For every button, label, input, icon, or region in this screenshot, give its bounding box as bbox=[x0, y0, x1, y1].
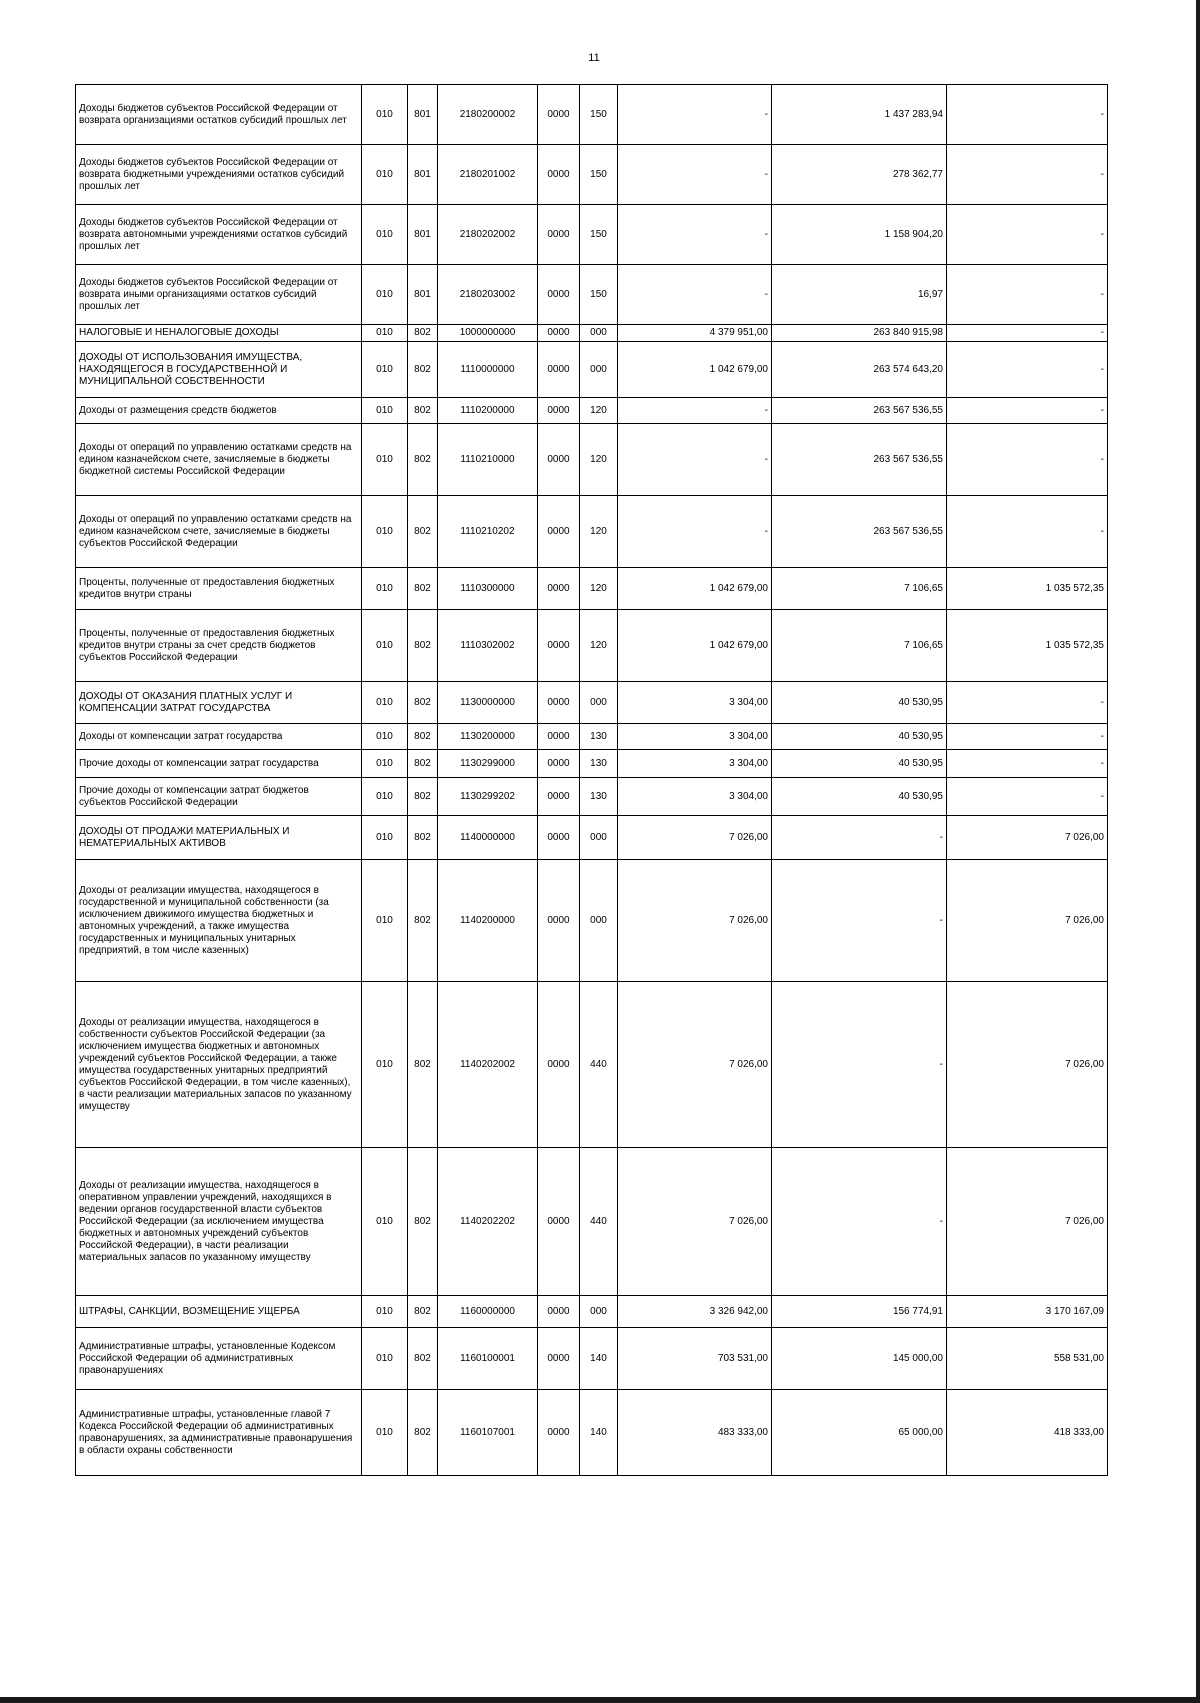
economic-code-cell: 150 bbox=[580, 205, 618, 265]
section-code-cell: 801 bbox=[408, 85, 438, 145]
economic-code-cell: 140 bbox=[580, 1390, 618, 1476]
economic-code-cell: 140 bbox=[580, 1328, 618, 1390]
admin-code-cell: 010 bbox=[362, 265, 408, 325]
revenue-code-cell: 1160000000 bbox=[438, 1296, 538, 1328]
program-code-cell: 0000 bbox=[538, 342, 580, 398]
value-1-cell: - bbox=[618, 85, 772, 145]
value-3-cell: 418 333,00 bbox=[947, 1390, 1108, 1476]
admin-code-cell: 010 bbox=[362, 496, 408, 568]
value-3-cell: 3 170 167,09 bbox=[947, 1296, 1108, 1328]
value-2-cell: 263 567 536,55 bbox=[772, 398, 947, 424]
table-row bbox=[76, 568, 1108, 610]
program-code-cell: 0000 bbox=[538, 325, 580, 342]
revenue-code-cell: 1110210202 bbox=[438, 496, 538, 568]
section-code-cell: 802 bbox=[408, 398, 438, 424]
section-code-cell: 802 bbox=[408, 496, 438, 568]
value-2-cell: - bbox=[772, 1148, 947, 1296]
program-code-cell: 0000 bbox=[538, 85, 580, 145]
section-code-cell: 802 bbox=[408, 816, 438, 860]
admin-code-cell: 010 bbox=[362, 816, 408, 860]
section-code-cell: 802 bbox=[408, 682, 438, 724]
value-1-cell: 483 333,00 bbox=[618, 1390, 772, 1476]
value-2-cell: - bbox=[772, 860, 947, 982]
section-code-cell: 801 bbox=[408, 265, 438, 325]
revenue-name-cell: Доходы бюджетов субъектов Российской Федерации от возврата иными организациями остатков субсидий прошлых лет bbox=[76, 265, 362, 325]
admin-code-cell: 010 bbox=[362, 205, 408, 265]
section-code-cell: 802 bbox=[408, 342, 438, 398]
revenue-code-cell: 1140202002 bbox=[438, 982, 538, 1148]
value-3-cell: 7 026,00 bbox=[947, 1148, 1108, 1296]
revenue-name-cell: ШТРАФЫ, САНКЦИИ, ВОЗМЕЩЕНИЕ УЩЕРБА bbox=[76, 1296, 362, 1328]
program-code-cell: 0000 bbox=[538, 265, 580, 325]
program-code-cell: 0000 bbox=[538, 982, 580, 1148]
value-2-cell: 263 840 915,98 bbox=[772, 325, 947, 342]
revenue-code-cell: 2180202002 bbox=[438, 205, 538, 265]
table-row bbox=[76, 398, 1108, 424]
value-2-cell: 263 567 536,55 bbox=[772, 496, 947, 568]
revenue-name-cell: Доходы от размещения средств бюджетов bbox=[76, 398, 362, 424]
program-code-cell: 0000 bbox=[538, 1296, 580, 1328]
section-code-cell: 802 bbox=[408, 1390, 438, 1476]
program-code-cell: 0000 bbox=[538, 398, 580, 424]
admin-code-cell: 010 bbox=[362, 1328, 408, 1390]
economic-code-cell: 000 bbox=[580, 682, 618, 724]
revenue-code-cell: 2180201002 bbox=[438, 145, 538, 205]
value-3-cell: - bbox=[947, 496, 1108, 568]
revenue-name-cell: Административные штрафы, установленные Кодексом Российской Федерации об административных правонарушениях bbox=[76, 1328, 362, 1390]
table-row bbox=[76, 342, 1108, 398]
section-code-cell: 802 bbox=[408, 860, 438, 982]
section-code-cell: 802 bbox=[408, 325, 438, 342]
table-row bbox=[76, 724, 1108, 750]
revenue-code-cell: 1110302002 bbox=[438, 610, 538, 682]
value-2-cell: 145 000,00 bbox=[772, 1328, 947, 1390]
table-row bbox=[76, 205, 1108, 265]
value-1-cell: 4 379 951,00 bbox=[618, 325, 772, 342]
value-2-cell: 7 106,65 bbox=[772, 610, 947, 682]
section-code-cell: 802 bbox=[408, 610, 438, 682]
value-3-cell: - bbox=[947, 750, 1108, 778]
program-code-cell: 0000 bbox=[538, 145, 580, 205]
table-row bbox=[76, 1328, 1108, 1390]
table-row bbox=[76, 778, 1108, 816]
program-code-cell: 0000 bbox=[538, 1390, 580, 1476]
program-code-cell: 0000 bbox=[538, 724, 580, 750]
program-code-cell: 0000 bbox=[538, 205, 580, 265]
value-1-cell: 7 026,00 bbox=[618, 816, 772, 860]
revenue-name-cell: ДОХОДЫ ОТ ПРОДАЖИ МАТЕРИАЛЬНЫХ И НЕМАТЕРИАЛЬНЫХ АКТИВОВ bbox=[76, 816, 362, 860]
scan-edge-right bbox=[1196, 0, 1200, 1703]
revenue-code-cell: 1160100001 bbox=[438, 1328, 538, 1390]
value-2-cell: - bbox=[772, 816, 947, 860]
table-row bbox=[76, 145, 1108, 205]
value-2-cell: 263 567 536,55 bbox=[772, 424, 947, 496]
section-code-cell: 802 bbox=[408, 982, 438, 1148]
economic-code-cell: 120 bbox=[580, 496, 618, 568]
program-code-cell: 0000 bbox=[538, 610, 580, 682]
value-1-cell: 3 304,00 bbox=[618, 724, 772, 750]
value-1-cell: - bbox=[618, 205, 772, 265]
admin-code-cell: 010 bbox=[362, 85, 408, 145]
table-row bbox=[76, 265, 1108, 325]
admin-code-cell: 010 bbox=[362, 1390, 408, 1476]
admin-code-cell: 010 bbox=[362, 1296, 408, 1328]
section-code-cell: 802 bbox=[408, 1328, 438, 1390]
program-code-cell: 0000 bbox=[538, 568, 580, 610]
admin-code-cell: 010 bbox=[362, 724, 408, 750]
program-code-cell: 0000 bbox=[538, 1148, 580, 1296]
value-2-cell: 278 362,77 bbox=[772, 145, 947, 205]
section-code-cell: 802 bbox=[408, 424, 438, 496]
revenue-code-cell: 1140202202 bbox=[438, 1148, 538, 1296]
program-code-cell: 0000 bbox=[538, 816, 580, 860]
value-3-cell: 558 531,00 bbox=[947, 1328, 1108, 1390]
revenue-name-cell: Проценты, полученные от предоставления бюджетных кредитов внутри страны за счет средств бюджетов субъектов Российской Федерации bbox=[76, 610, 362, 682]
value-3-cell: - bbox=[947, 424, 1108, 496]
value-1-cell: 1 042 679,00 bbox=[618, 610, 772, 682]
economic-code-cell: 150 bbox=[580, 265, 618, 325]
admin-code-cell: 010 bbox=[362, 750, 408, 778]
revenue-name-cell: Доходы бюджетов субъектов Российской Федерации от возврата автономными учреждениями остатков субсидий прошлых лет bbox=[76, 205, 362, 265]
table-row bbox=[76, 750, 1108, 778]
revenue-code-cell: 1160107001 bbox=[438, 1390, 538, 1476]
program-code-cell: 0000 bbox=[538, 778, 580, 816]
table-row bbox=[76, 1148, 1108, 1296]
table-row bbox=[76, 610, 1108, 682]
section-code-cell: 802 bbox=[408, 778, 438, 816]
value-2-cell: 156 774,91 bbox=[772, 1296, 947, 1328]
revenue-code-cell: 1130299000 bbox=[438, 750, 538, 778]
revenue-name-cell: ДОХОДЫ ОТ ИСПОЛЬЗОВАНИЯ ИМУЩЕСТВА, НАХОДЯЩЕГОСЯ В ГОСУДАРСТВЕННОЙ И МУНИЦИПАЛЬНОЙ СОБСТВЕННОСТИ bbox=[76, 342, 362, 398]
value-3-cell: 7 026,00 bbox=[947, 860, 1108, 982]
value-3-cell: - bbox=[947, 724, 1108, 750]
scan-edge-bottom bbox=[0, 1697, 1200, 1703]
section-code-cell: 801 bbox=[408, 205, 438, 265]
admin-code-cell: 010 bbox=[362, 682, 408, 724]
economic-code-cell: 000 bbox=[580, 816, 618, 860]
section-code-cell: 801 bbox=[408, 145, 438, 205]
economic-code-cell: 130 bbox=[580, 724, 618, 750]
section-code-cell: 802 bbox=[408, 1296, 438, 1328]
admin-code-cell: 010 bbox=[362, 778, 408, 816]
revenue-code-cell: 1130000000 bbox=[438, 682, 538, 724]
value-3-cell: - bbox=[947, 145, 1108, 205]
revenue-name-cell: Доходы от реализации имущества, находящегося в оперативном управлении учреждений, находящихся в ведении органов государственной власти субъектов Российской Федерации (за исключением имущества бюджетных и автономных учреждений субъектов Российской Федерации), в части реализации материальных запасов по указанному имуществу bbox=[76, 1148, 362, 1296]
value-1-cell: 7 026,00 bbox=[618, 1148, 772, 1296]
value-2-cell: 1 158 904,20 bbox=[772, 205, 947, 265]
program-code-cell: 0000 bbox=[538, 496, 580, 568]
table-row bbox=[76, 496, 1108, 568]
revenue-code-cell: 1000000000 bbox=[438, 325, 538, 342]
program-code-cell: 0000 bbox=[538, 750, 580, 778]
value-2-cell: 16,97 bbox=[772, 265, 947, 325]
value-2-cell: - bbox=[772, 982, 947, 1148]
revenue-code-cell: 1140000000 bbox=[438, 816, 538, 860]
economic-code-cell: 130 bbox=[580, 750, 618, 778]
value-3-cell: - bbox=[947, 85, 1108, 145]
revenue-code-cell: 1110210000 bbox=[438, 424, 538, 496]
program-code-cell: 0000 bbox=[538, 1328, 580, 1390]
revenue-name-cell: Доходы бюджетов субъектов Российской Федерации от возврата организациями остатков субсидий прошлых лет bbox=[76, 85, 362, 145]
revenue-name-cell: Доходы бюджетов субъектов Российской Федерации от возврата бюджетными учреждениями остатков субсидий прошлых лет bbox=[76, 145, 362, 205]
admin-code-cell: 010 bbox=[362, 145, 408, 205]
value-3-cell: - bbox=[947, 205, 1108, 265]
economic-code-cell: 000 bbox=[580, 325, 618, 342]
table-row bbox=[76, 424, 1108, 496]
economic-code-cell: 120 bbox=[580, 424, 618, 496]
section-code-cell: 802 bbox=[408, 724, 438, 750]
table-row bbox=[76, 1296, 1108, 1328]
table-body bbox=[76, 85, 1108, 1476]
revenue-name-cell: НАЛОГОВЫЕ И НЕНАЛОГОВЫЕ ДОХОДЫ bbox=[76, 325, 362, 342]
admin-code-cell: 010 bbox=[362, 1148, 408, 1296]
value-1-cell: 3 326 942,00 bbox=[618, 1296, 772, 1328]
revenue-code-cell: 2180200002 bbox=[438, 85, 538, 145]
value-1-cell: - bbox=[618, 265, 772, 325]
revenue-code-cell: 1110300000 bbox=[438, 568, 538, 610]
revenue-name-cell: Доходы от компенсации затрат государства bbox=[76, 724, 362, 750]
economic-code-cell: 150 bbox=[580, 145, 618, 205]
economic-code-cell: 440 bbox=[580, 1148, 618, 1296]
program-code-cell: 0000 bbox=[538, 860, 580, 982]
value-3-cell: - bbox=[947, 682, 1108, 724]
table-row bbox=[76, 860, 1108, 982]
value-2-cell: 40 530,95 bbox=[772, 778, 947, 816]
value-2-cell: 40 530,95 bbox=[772, 682, 947, 724]
revenue-name-cell: Доходы от реализации имущества, находящегося в собственности субъектов Российской Федерации (за исключением имущества бюджетных и автономных учреждений субъектов Российской Федерации, а также имущества государственных унитарных предприятий субъектов Российской Федерации, в том числе казенных), в части реализации материальных запасов по указанному имуществу bbox=[76, 982, 362, 1148]
section-code-cell: 802 bbox=[408, 568, 438, 610]
revenue-name-cell: Доходы от реализации имущества, находящегося в государственной и муниципальной собственности (за исключением движимого имущества бюджетных и автономных учреждений, а также имущества государственных и муниципальных унитарных предприятий, в том числе казенных) bbox=[76, 860, 362, 982]
table-row bbox=[76, 1390, 1108, 1476]
revenue-code-cell: 1140200000 bbox=[438, 860, 538, 982]
revenue-name-cell: Доходы от операций по управлению остатками средств на едином казначейском счете, зачисляемые в бюджеты бюджетной системы Российской Федерации bbox=[76, 424, 362, 496]
revenue-code-cell: 2180203002 bbox=[438, 265, 538, 325]
value-1-cell: 7 026,00 bbox=[618, 982, 772, 1148]
value-3-cell: 1 035 572,35 bbox=[947, 610, 1108, 682]
page-number: 11 bbox=[588, 52, 600, 64]
admin-code-cell: 010 bbox=[362, 982, 408, 1148]
value-3-cell: - bbox=[947, 398, 1108, 424]
revenue-name-cell: ДОХОДЫ ОТ ОКАЗАНИЯ ПЛАТНЫХ УСЛУГ И КОМПЕНСАЦИИ ЗАТРАТ ГОСУДАРСТВА bbox=[76, 682, 362, 724]
admin-code-cell: 010 bbox=[362, 568, 408, 610]
admin-code-cell: 010 bbox=[362, 398, 408, 424]
value-2-cell: 7 106,65 bbox=[772, 568, 947, 610]
revenue-name-cell: Прочие доходы от компенсации затрат бюджетов субъектов Российской Федерации bbox=[76, 778, 362, 816]
admin-code-cell: 010 bbox=[362, 325, 408, 342]
economic-code-cell: 000 bbox=[580, 342, 618, 398]
economic-code-cell: 120 bbox=[580, 398, 618, 424]
table-row bbox=[76, 85, 1108, 145]
economic-code-cell: 000 bbox=[580, 860, 618, 982]
table-row bbox=[76, 982, 1108, 1148]
value-1-cell: 1 042 679,00 bbox=[618, 342, 772, 398]
value-3-cell: - bbox=[947, 265, 1108, 325]
value-3-cell: - bbox=[947, 342, 1108, 398]
section-code-cell: 802 bbox=[408, 1148, 438, 1296]
economic-code-cell: 000 bbox=[580, 1296, 618, 1328]
revenue-name-cell: Административные штрафы, установленные главой 7 Кодекса Российской Федерации об административных правонарушениях, за административные правонарушения в области охраны собственности bbox=[76, 1390, 362, 1476]
value-1-cell: 7 026,00 bbox=[618, 860, 772, 982]
value-1-cell: - bbox=[618, 145, 772, 205]
value-3-cell: 7 026,00 bbox=[947, 816, 1108, 860]
table-row bbox=[76, 682, 1108, 724]
value-3-cell: 1 035 572,35 bbox=[947, 568, 1108, 610]
value-3-cell: - bbox=[947, 778, 1108, 816]
value-1-cell: - bbox=[618, 424, 772, 496]
value-3-cell: - bbox=[947, 325, 1108, 342]
revenue-code-cell: 1110000000 bbox=[438, 342, 538, 398]
value-1-cell: 703 531,00 bbox=[618, 1328, 772, 1390]
revenue-name-cell: Доходы от операций по управлению остатками средств на едином казначейском счете, зачисляемые в бюджеты субъектов Российской Федерации bbox=[76, 496, 362, 568]
value-2-cell: 263 574 643,20 bbox=[772, 342, 947, 398]
revenue-code-cell: 1130299202 bbox=[438, 778, 538, 816]
revenue-name-cell: Проценты, полученные от предоставления бюджетных кредитов внутри страны bbox=[76, 568, 362, 610]
revenue-name-cell: Прочие доходы от компенсации затрат государства bbox=[76, 750, 362, 778]
value-1-cell: 3 304,00 bbox=[618, 682, 772, 724]
value-1-cell: 3 304,00 bbox=[618, 750, 772, 778]
program-code-cell: 0000 bbox=[538, 424, 580, 496]
value-1-cell: - bbox=[618, 398, 772, 424]
value-1-cell: 3 304,00 bbox=[618, 778, 772, 816]
economic-code-cell: 150 bbox=[580, 85, 618, 145]
value-1-cell: - bbox=[618, 496, 772, 568]
revenue-code-cell: 1110200000 bbox=[438, 398, 538, 424]
economic-code-cell: 120 bbox=[580, 610, 618, 682]
value-1-cell: 1 042 679,00 bbox=[618, 568, 772, 610]
value-2-cell: 40 530,95 bbox=[772, 724, 947, 750]
program-code-cell: 0000 bbox=[538, 682, 580, 724]
table-row bbox=[76, 325, 1108, 342]
admin-code-cell: 010 bbox=[362, 424, 408, 496]
economic-code-cell: 120 bbox=[580, 568, 618, 610]
economic-code-cell: 130 bbox=[580, 778, 618, 816]
revenue-code-cell: 1130200000 bbox=[438, 724, 538, 750]
table-row bbox=[76, 816, 1108, 860]
value-3-cell: 7 026,00 bbox=[947, 982, 1108, 1148]
value-2-cell: 40 530,95 bbox=[772, 750, 947, 778]
value-2-cell: 65 000,00 bbox=[772, 1390, 947, 1476]
economic-code-cell: 440 bbox=[580, 982, 618, 1148]
section-code-cell: 802 bbox=[408, 750, 438, 778]
budget-revenue-table bbox=[75, 84, 1108, 1476]
admin-code-cell: 010 bbox=[362, 342, 408, 398]
admin-code-cell: 010 bbox=[362, 860, 408, 982]
admin-code-cell: 010 bbox=[362, 610, 408, 682]
value-2-cell: 1 437 283,94 bbox=[772, 85, 947, 145]
